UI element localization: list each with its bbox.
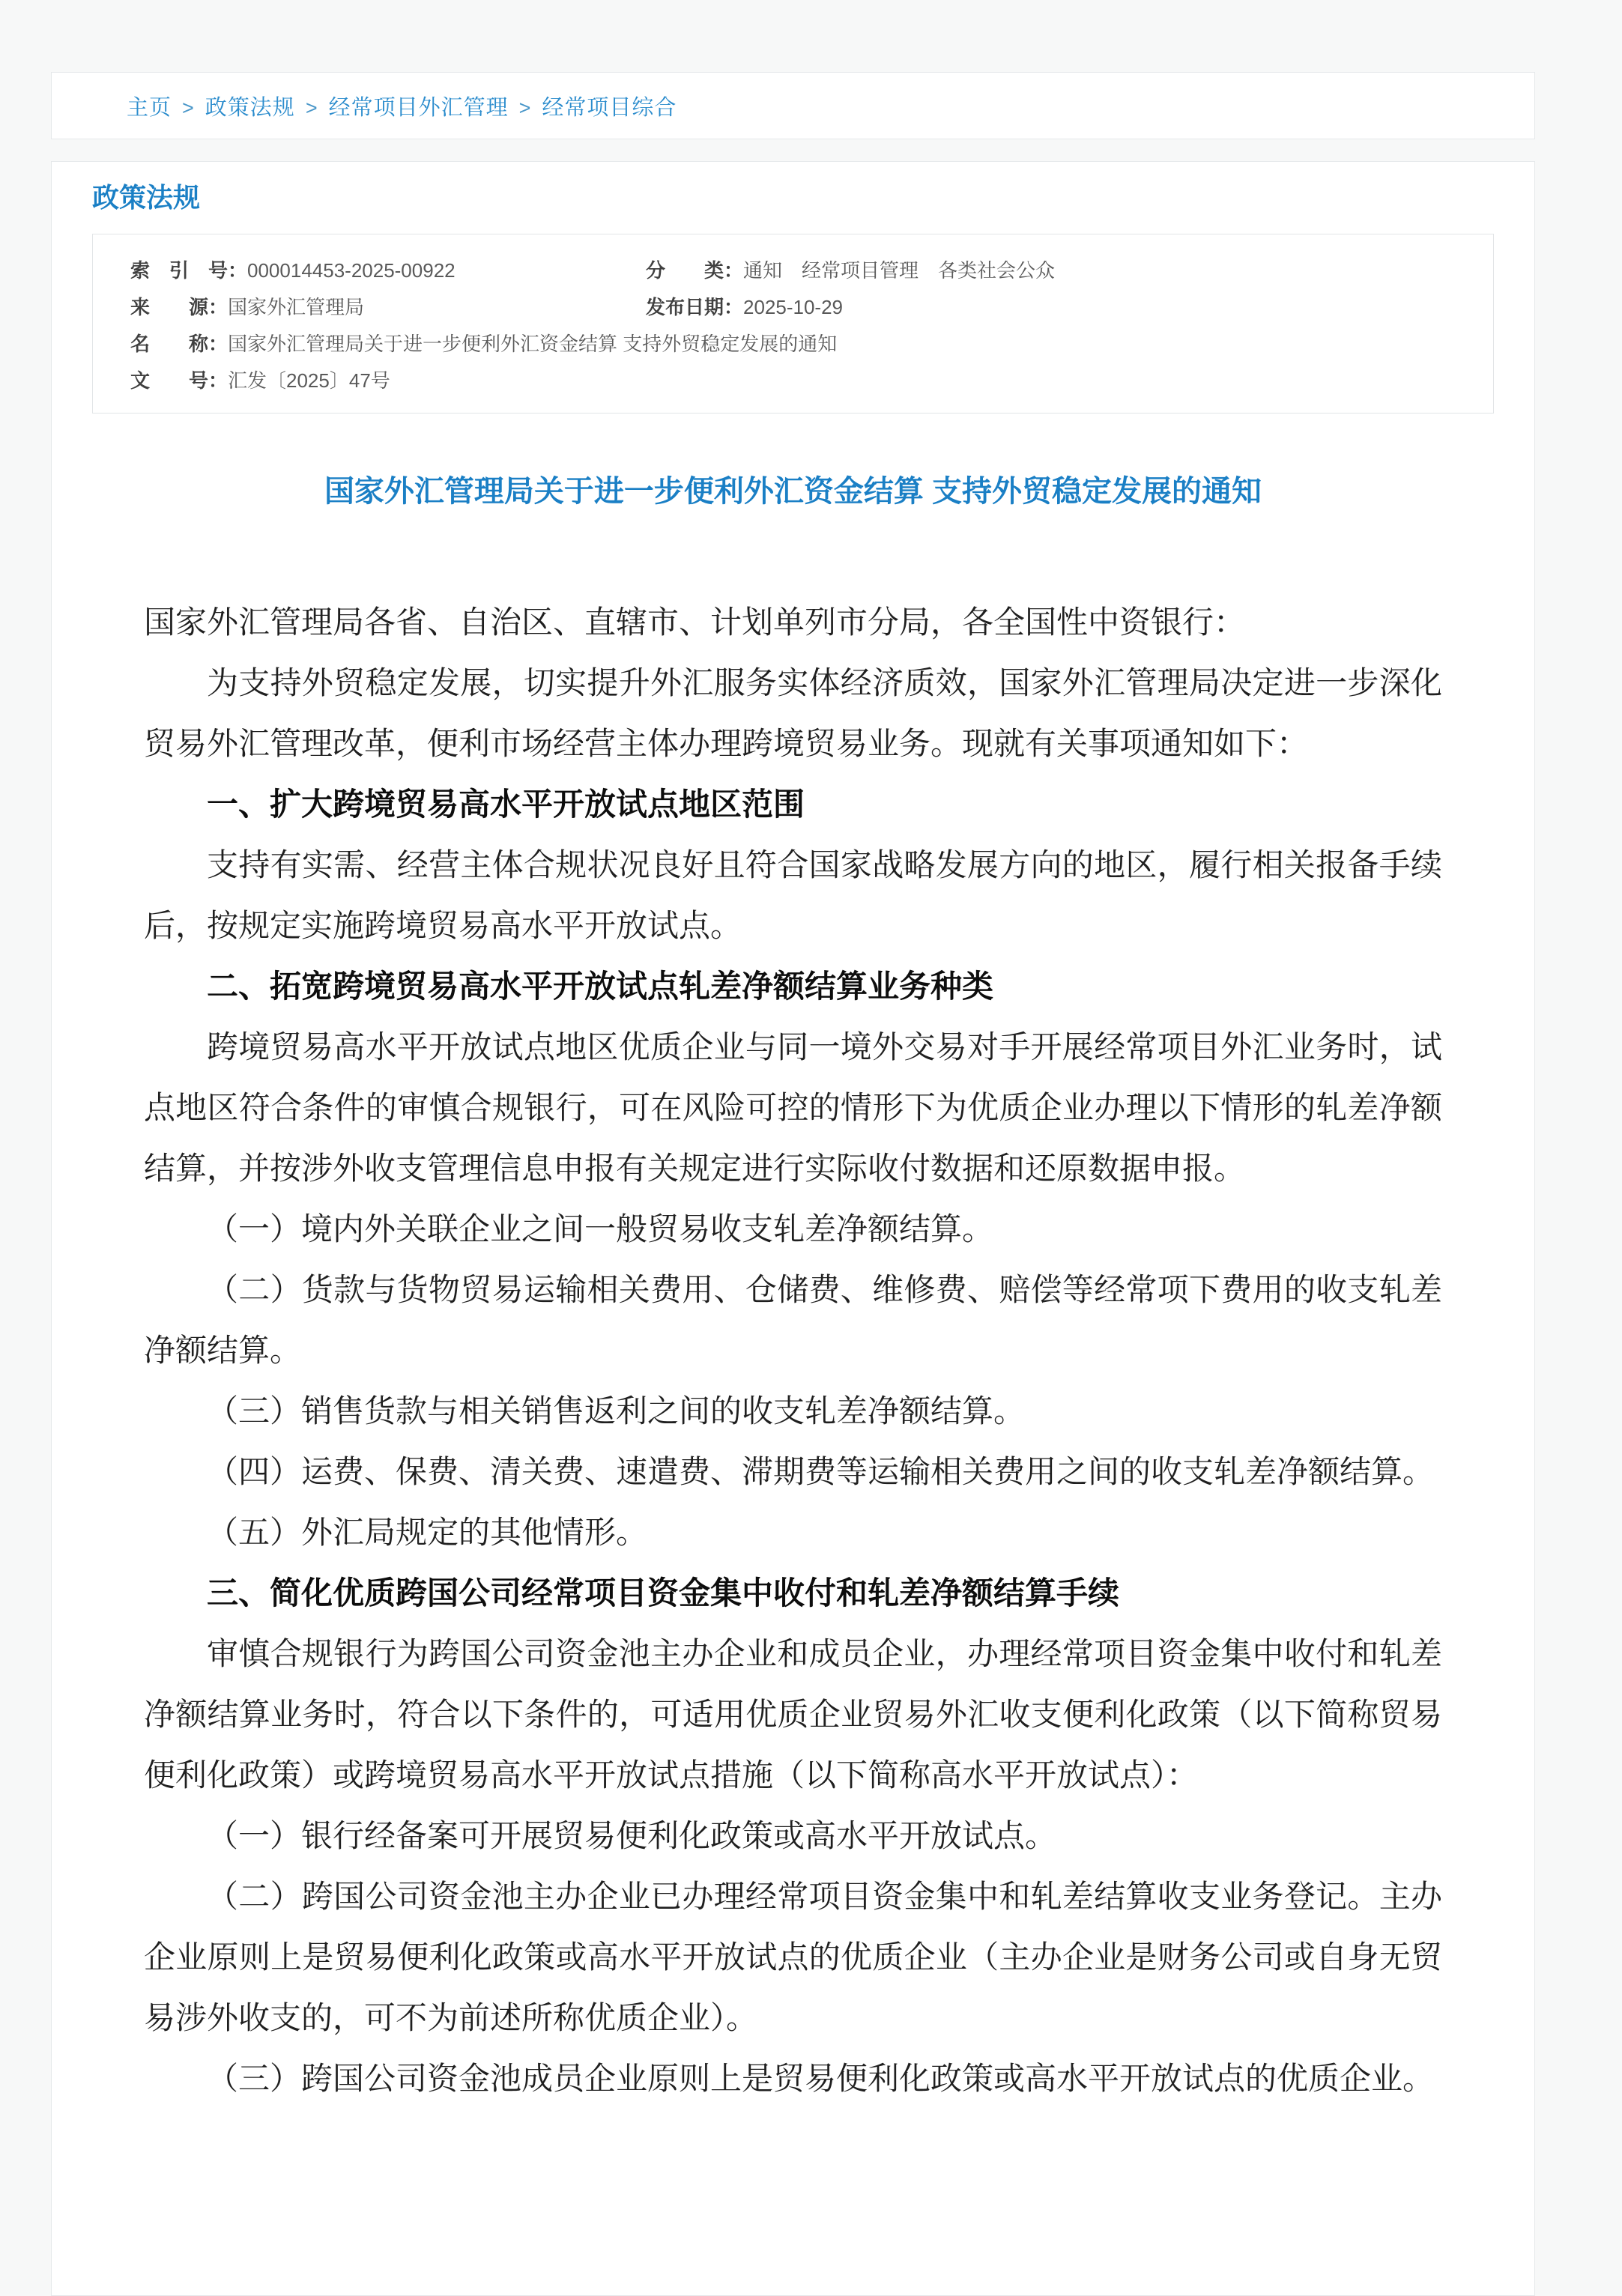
meta-value-index-number: 000014453-2025-00922: [247, 259, 456, 282]
main-content-card: [51, 161, 1535, 2296]
metadata-row: [93, 326, 1493, 363]
breadcrumb-separator: >: [518, 96, 532, 119]
breadcrumb-card: [51, 72, 1535, 139]
meta-value-publish-date: 2025-10-29: [743, 296, 844, 318]
list-item-4: （四）运费、保费、清关费、速遣费、滞期费等运输相关费用之间的收支轧差净额结算。: [207, 1454, 1435, 1489]
metadata-row: [93, 252, 1493, 289]
meta-label-doc-number: 文 号：: [130, 369, 229, 392]
section-title: 政策法规: [92, 182, 201, 213]
meta-label-category: 分 类：: [646, 259, 744, 282]
paragraph-salutation: 国家外汇管理局各省、自治区、直辖市、计划单列市分局，各全国性中资银行：: [144, 605, 1246, 640]
list-item-1: （一）银行经备案可开展贸易便利化政策或高水平开放试点。: [207, 1818, 1057, 1853]
metadata-row: [93, 363, 1493, 399]
section-heading-3: 三、简化优质跨国公司经常项目资金集中收付和轧差净额结算手续: [207, 1575, 1120, 1611]
list-item-1: （一）境内外关联企业之间一般贸易收支轧差净额结算。: [207, 1211, 994, 1247]
document-body: [144, 592, 1442, 2109]
metadata-row: [93, 289, 1493, 326]
breadcrumb-separator: >: [305, 96, 318, 119]
document-metadata-box: [92, 234, 1494, 414]
section-heading-1: 一、扩大跨境贸易高水平开放试点地区范围: [207, 787, 805, 822]
meta-label-publish-date: 发布日期：: [646, 296, 744, 318]
breadcrumb-separator: >: [182, 96, 195, 119]
meta-value-source: 国家外汇管理局: [228, 296, 365, 318]
meta-value-name: 国家外汇管理局关于进一步便利外汇资金结算 支持外贸稳定发展的通知: [228, 333, 838, 355]
meta-label-name: 名 称：: [130, 333, 229, 355]
meta-value-category: 通知 经常项目管理 各类社会公众: [743, 259, 1056, 282]
list-item-2: （二）货款与货物贸易运输相关费用、仓储费、维修费、赔偿等经常项下费用的收支轧差净额结算。: [144, 1272, 1442, 1368]
list-item-3: （三）跨国公司资金池成员企业原则上是贸易便利化政策或高水平开放试点的优质企业。: [207, 2061, 1435, 2096]
document-title: 国家外汇管理局关于进一步便利外汇资金结算 支持外贸稳定发展的通知: [324, 475, 1262, 508]
section-heading-2: 二、拓宽跨境贸易高水平开放试点轧差净额结算业务种类: [207, 969, 994, 1004]
breadcrumb-link-current-account-general[interactable]: 经常项目综合: [542, 95, 677, 120]
paragraph-intro: 为支持外贸稳定发展，切实提升外汇服务实体经济质效，国家外汇管理局决定进一步深化贸易外汇管理改革，便利市场经营主体办理跨境贸易业务。现就有关事项通知如下：: [144, 665, 1442, 761]
list-item-2: （二）跨国公司资金池主办企业已办理经常项目资金集中和轧差结算收支业务登记。主办企业原则上是贸易便利化政策或高水平开放试点的优质企业（主办企业是财务公司或自身无贸易涉外收支的，可不为前述所称优质企业）。: [144, 1879, 1442, 2035]
breadcrumb-link-home[interactable]: 主页: [127, 95, 172, 120]
paragraph: 支持有实需、经营主体合规状况良好且符合国家战略发展方向的地区，履行相关报备手续后，按规定实施跨境贸易高水平开放试点。: [144, 847, 1442, 943]
meta-value-doc-number: 汇发〔2025〕47号: [228, 369, 390, 392]
breadcrumb-link-policy[interactable]: 政策法规: [205, 95, 295, 120]
paragraph: 审慎合规银行为跨国公司资金池主办企业和成员企业，办理经常项目资金集中收付和轧差净额结算业务时，符合以下条件的，可适用优质企业贸易外汇收支便利化政策（以下简称贸易便利化政策）或跨境贸易高水平开放试点措施（以下简称高水平开放试点）：: [144, 1636, 1442, 1793]
breadcrumb-link-current-account-fx[interactable]: 经常项目外汇管理: [328, 95, 509, 120]
list-item-3: （三）销售货款与相关销售返利之间的收支轧差净额结算。: [207, 1393, 1026, 1429]
paragraph: 跨境贸易高水平开放试点地区优质企业与同一境外交易对手开展经常项目外汇业务时，试点地区符合条件的审慎合规银行，可在风险可控的情形下为优质企业办理以下情形的轧差净额结算，并按涉外收支管理信息申报有关规定进行实际收付数据和还原数据申报。: [144, 1029, 1442, 1186]
breadcrumb: [127, 91, 677, 121]
meta-label-index-number: 索 引 号：: [130, 259, 248, 282]
meta-label-source: 来 源：: [130, 296, 229, 318]
list-item-5: （五）外汇局规定的其他情形。: [207, 1515, 648, 1550]
